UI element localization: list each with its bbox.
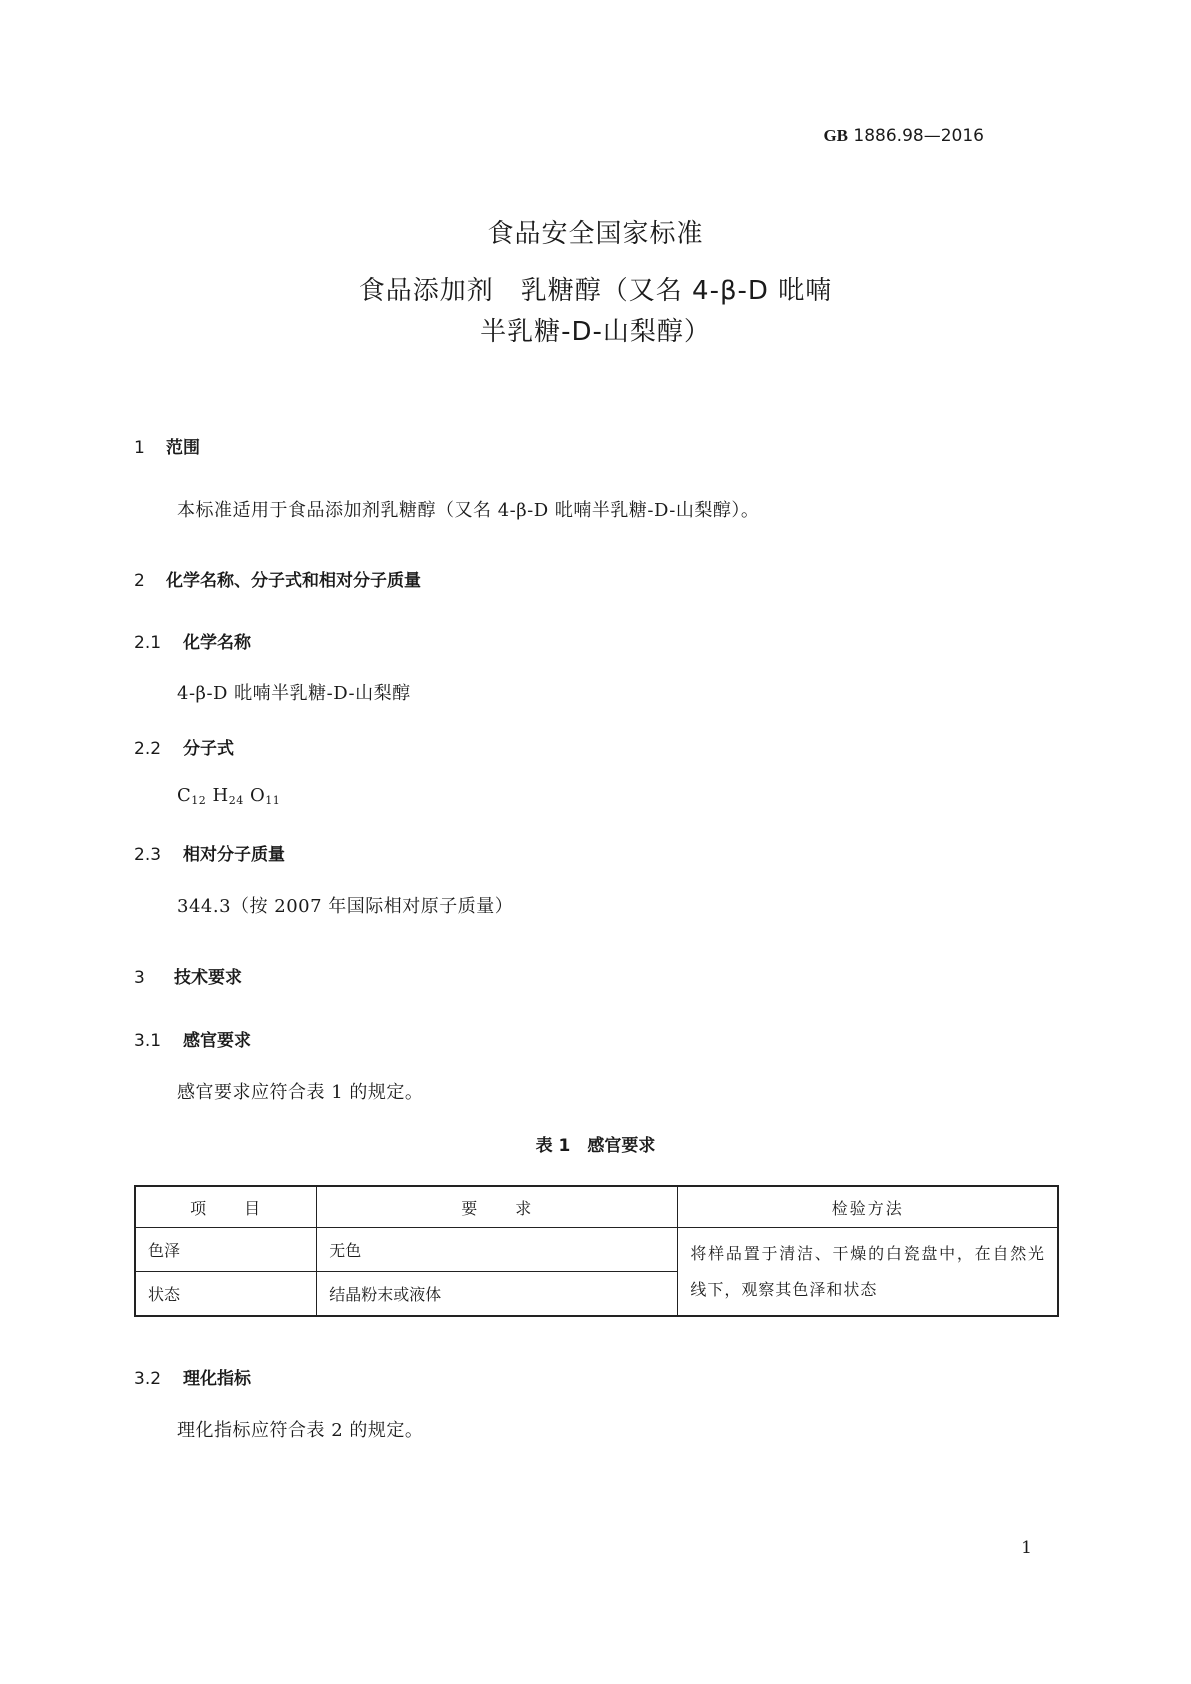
section-title: 相对分子质量: [183, 845, 285, 865]
standard-code-prefix: GB: [823, 126, 849, 145]
formula-subscript: 12: [191, 794, 207, 807]
section-title: 分子式: [183, 739, 234, 759]
section-number: 2.1: [134, 633, 162, 653]
formula-element-o: O: [249, 785, 266, 806]
section-number: 3: [134, 968, 145, 988]
section-number: 1: [134, 438, 145, 458]
section-title: 化学名称: [183, 633, 251, 653]
formula-subscript: 24: [228, 794, 244, 807]
table-header-method: 检验方法: [678, 1186, 1058, 1228]
table-cell-requirement: 结晶粉末或液体: [317, 1272, 678, 1317]
standard-code-number: 1886.98—2016: [853, 126, 984, 146]
section-1-heading: [134, 433, 200, 458]
section-title: 感官要求: [183, 1031, 251, 1051]
table-header-row: [135, 1186, 1058, 1228]
section-number: 2.2: [134, 739, 162, 759]
section-3-1-body: 感官要求应符合表 1 的规定。: [177, 1082, 424, 1103]
table-header-item: 项 目: [135, 1186, 317, 1228]
section-3-1-heading: [134, 1026, 251, 1051]
relative-molecular-mass: 344.3（按 2007 年国际相对原子质量）: [177, 896, 514, 917]
section-title: 化学名称、分子式和相对分子质量: [166, 571, 421, 591]
table-cell-item: 状态: [135, 1272, 317, 1317]
table-row: [135, 1228, 1058, 1272]
table-cell-requirement: 无色: [317, 1228, 678, 1272]
chemical-name: 4-β-D 吡喃半乳糖-D-山梨醇: [177, 683, 411, 704]
formula-element-c: C: [177, 785, 192, 806]
section-2-1-heading: [134, 628, 251, 653]
section-2-2-heading: [134, 734, 234, 759]
document-subtitle-line1: 食品添加剂 乳糖醇（又名 4-β-D 吡喃: [358, 276, 833, 306]
section-number: 3.2: [134, 1369, 162, 1389]
section-title: 理化指标: [183, 1369, 251, 1389]
table-cell-item: 色泽: [135, 1228, 317, 1272]
molecular-formula: [177, 785, 280, 807]
sensory-requirements-table: [134, 1185, 1059, 1317]
table-cell-method: 将样品置于清洁、干燥的白瓷盘中，在自然光线下，观察其色泽和状态: [678, 1228, 1058, 1317]
section-1-body: 本标准适用于食品添加剂乳糖醇（又名 4-β-D 吡喃半乳糖-D-山梨醇）。: [177, 500, 760, 521]
section-number: 2: [134, 571, 145, 591]
document-title: 食品安全国家标准: [487, 219, 704, 249]
section-2-3-heading: [134, 840, 285, 865]
formula-subscript: 11: [265, 794, 281, 807]
table-1-caption: 表 1 感官要求: [535, 1136, 656, 1156]
section-2-heading: [134, 566, 421, 591]
section-3-2-body: 理化指标应符合表 2 的规定。: [177, 1420, 424, 1441]
section-number: 2.3: [134, 845, 162, 865]
section-3-heading: [134, 963, 242, 988]
document-subtitle-line2: 半乳糖-D-山梨醇）: [480, 317, 711, 347]
section-title: 技术要求: [174, 968, 242, 988]
standard-code: [823, 126, 984, 146]
section-title: 范围: [166, 438, 200, 458]
page-number: 1: [1021, 1538, 1032, 1558]
table-header-requirement: 要 求: [317, 1186, 678, 1228]
formula-element-h: H: [212, 785, 229, 806]
section-3-2-heading: [134, 1364, 251, 1389]
section-number: 3.1: [134, 1031, 162, 1051]
